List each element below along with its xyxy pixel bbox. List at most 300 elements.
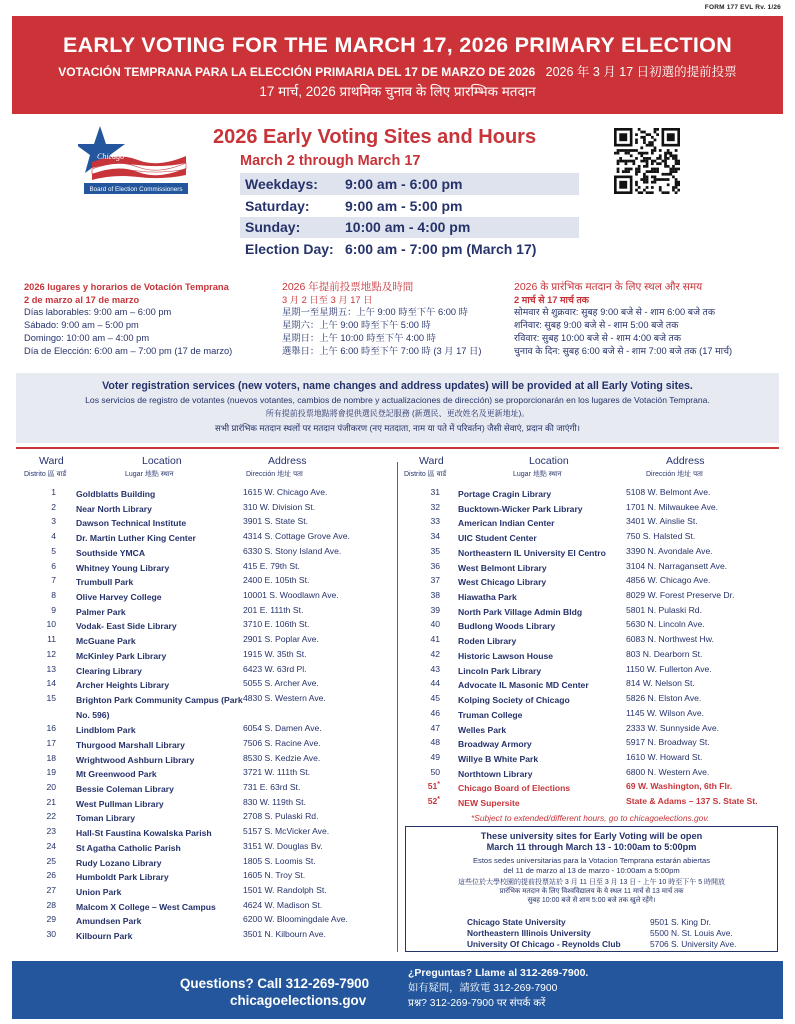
site-address: 201 E. 111th St. — [243, 604, 304, 615]
site-address: 3501 N. Kilbourn Ave. — [243, 929, 326, 940]
hindi-line: चुनाव के दिन: सुबह 6:00 बजे से - शाम 7:00 बजे तक (17 मार्च) — [514, 345, 733, 356]
ward-number: 35 — [430, 545, 440, 556]
site-name: Union Park — [76, 886, 122, 897]
spanish-range: 2 de marzo al 17 de marzo — [24, 294, 140, 305]
qr-code[interactable] — [614, 128, 680, 194]
university-chinese: 這些位於大學校園的提前投票站於 3 月 11 日至 3 月 13 日 - 上午 10 時至下午 5 時開放 — [457, 879, 726, 886]
site-name: Advocate IL Masonic MD Center — [458, 680, 589, 691]
footer-phone[interactable]: Questions? Call 312-269-7900 — [180, 976, 370, 991]
site-row — [30, 900, 390, 915]
university-address: 9501 S. King Dr. — [650, 917, 711, 927]
spanish-line: Días laborables: 9:00 am – 6:00 pm — [24, 307, 172, 318]
site-address: 2333 W. Sunnyside Ave. — [626, 722, 720, 733]
ward-number: 50 — [430, 766, 440, 777]
site-name: Humboldt Park Library — [76, 872, 169, 883]
site-name: West Belmont Library — [458, 562, 547, 573]
site-address: 5801 N. Pulaski Rd. — [626, 604, 702, 615]
site-row — [414, 708, 784, 723]
location-header: Location — [529, 455, 569, 467]
university-sites-box — [405, 826, 778, 952]
site-name: Rudy Lozano Library — [76, 857, 162, 868]
site-row — [414, 516, 784, 531]
site-row — [414, 796, 784, 811]
site-row — [414, 781, 784, 796]
site-name: Toman Library — [76, 813, 136, 824]
site-row — [30, 929, 390, 944]
site-address: 5157 S. McVicker Ave. — [243, 826, 330, 837]
ward-number: 41 — [430, 634, 440, 645]
site-name: Trumbull Park — [76, 577, 134, 588]
site-name: Kilbourn Park — [76, 931, 133, 942]
site-name: Hall-St Faustina Kowalska Parish — [76, 828, 212, 839]
site-address: 2901 S. Poplar Ave. — [243, 634, 319, 645]
site-name: Brighton Park Community Campus (Park No. 596) — [76, 695, 243, 720]
spanish-line: Sábado: 9:00 am – 5:00 pm — [24, 320, 139, 331]
site-address: 3401 W. Ainslie St. — [626, 516, 698, 527]
location-subheader: Lugar 地點 स्थान — [125, 471, 174, 478]
sites-table-left — [30, 487, 390, 944]
site-row — [30, 753, 390, 768]
site-name: West Chicago Library — [458, 577, 547, 588]
site-name: Dawson Technical Institute — [76, 518, 187, 529]
registration-english: Voter registration services (new voters, name changes and address updates) will be provided at all Early Voting sites. — [102, 380, 693, 392]
footer — [12, 961, 783, 1019]
site-name: Malcom X College – West Campus — [76, 901, 216, 912]
hours-label: Election Day: — [245, 241, 334, 258]
site-name: Palmer Park — [76, 606, 126, 617]
ward-number: 40 — [430, 619, 440, 630]
hours-table — [240, 173, 579, 260]
hindi-line: रविवार: सुबह 10:00 बजे से - शाम 4:00 बजे तक — [514, 332, 682, 343]
hours-note: *Subject to extended/different hours, go to chicagoelections.gov. — [471, 813, 710, 823]
banner-hindi: 17 मार्च, 2026 प्राथमिक चुनाव के लिए प्रारम्भिक मतदान — [259, 84, 536, 99]
site-address: 5826 N. Elston Ave. — [626, 693, 702, 704]
ward-header: Ward — [419, 455, 444, 467]
chinese-line: 星期日：上午 10:00 時至下午 4:00 時 — [282, 332, 436, 343]
column-divider — [397, 462, 398, 952]
site-row — [30, 634, 390, 649]
address-subheader: Dirección 地址 पता — [246, 471, 303, 478]
site-name: Mt Greenwood Park — [76, 769, 157, 780]
ward-number: 20 — [46, 781, 56, 792]
ward-number: 19 — [46, 767, 56, 778]
site-address: 4830 S. Western Ave. — [243, 693, 326, 704]
site-address: 830 W. 119th St. — [243, 796, 306, 807]
footer-spanish: ¿Preguntas? Llame al 312-269-7900. — [408, 967, 589, 979]
ward-number: 32 — [430, 501, 440, 512]
university-spanish-dates: del 11 de marzo al 13 de marzo - 10:00am a 5:00pm — [503, 865, 680, 875]
ward-number: 31 — [430, 487, 440, 497]
site-address: 3151 W. Douglas Bv. — [243, 840, 323, 851]
site-name: Goldblatts Building — [76, 489, 156, 499]
logo-subtitle: Board of Election Commissioners — [89, 186, 183, 193]
hours-value: 6:00 am - 7:00 pm (March 17) — [345, 241, 537, 258]
site-row — [30, 856, 390, 871]
site-name: Lincoln Park Library — [458, 665, 542, 676]
site-row — [414, 664, 784, 679]
site-name: Dr. Martin Luther King Center — [76, 533, 196, 544]
site-address: 4314 S. Cottage Grove Ave. — [243, 531, 350, 542]
sites-title: 2026 Early Voting Sites and Hours — [213, 126, 537, 148]
site-row — [30, 516, 390, 531]
site-address: 1610 W. Howard St. — [626, 751, 703, 762]
site-row — [30, 811, 390, 826]
ward-number: 3 — [51, 516, 56, 527]
site-address: 3901 S. State St. — [243, 516, 308, 527]
site-row — [414, 590, 784, 605]
spanish-line: Día de Elección: 6:00 am – 7:00 pm (17 de marzo) — [24, 345, 233, 356]
site-address: 814 W. Nelson St. — [626, 678, 695, 689]
site-row — [30, 885, 390, 900]
site-name: West Pullman Library — [76, 798, 164, 809]
university-list — [467, 917, 767, 951]
ward-number: 7 — [51, 575, 56, 586]
banner-subtitle — [12, 62, 783, 80]
site-address: 6800 N. Western Ave. — [626, 766, 710, 777]
site-row — [414, 502, 784, 517]
site-row — [30, 619, 390, 634]
hours-row — [240, 195, 579, 217]
ward-number: 2 — [51, 501, 56, 512]
site-name: Whitney Young Library — [76, 562, 170, 573]
site-name: St Agatha Catholic Parish — [76, 842, 181, 853]
ward-number: 23 — [46, 826, 56, 837]
site-row — [414, 561, 784, 576]
university-row — [467, 939, 767, 950]
site-name: Kolping Society of Chicago — [458, 695, 570, 706]
chicago-board-logo — [78, 126, 190, 196]
site-row — [30, 590, 390, 605]
chinese-line: 星期六：上午 9:00 時至下午 5:00 時 — [282, 320, 431, 331]
site-address: 1615 W. Chicago Ave. — [243, 487, 328, 497]
ward-number: 38 — [430, 590, 440, 601]
site-row — [414, 678, 784, 693]
chinese-hours — [282, 281, 512, 357]
site-address: 1701 N. Milwaukee Ave. — [626, 501, 719, 512]
site-name: Olive Harvey College — [76, 592, 162, 603]
site-name: Near North Library — [76, 503, 152, 514]
hindi-line: शनिवार: सुबह 9:00 बजे से - शाम 5:00 बजे तक — [514, 320, 679, 331]
ward-number: 39 — [430, 604, 440, 615]
site-row — [30, 723, 390, 738]
ward-number: 29 — [46, 914, 56, 925]
ward-number: 25 — [46, 855, 56, 866]
footer-chinese: 如有疑問，請致電 312-269-7900 — [408, 983, 558, 994]
site-row — [414, 634, 784, 649]
site-name: North Park Village Admin Bldg — [458, 606, 583, 617]
site-name: Chicago Board of Elections — [458, 783, 571, 794]
site-address: 5917 N. Broadway St. — [626, 737, 710, 748]
site-address: 6330 S. Stony Island Ave. — [243, 545, 342, 556]
ward-number: 9 — [51, 604, 56, 615]
chinese-line: 星期一至星期五：上午 9:00 時至下午 6:00 時 — [282, 307, 468, 318]
site-row — [30, 575, 390, 590]
site-address: 1150 W. Fullerton Ave. — [626, 663, 712, 674]
hours-row — [240, 173, 579, 195]
site-name: Bucktown-Wicker Park Library — [458, 503, 583, 514]
university-name: University Of Chicago - Reynolds Club — [467, 939, 621, 950]
ward-number: 18 — [46, 752, 56, 763]
site-row — [414, 605, 784, 620]
university-hindi: प्रारंभिक मतदान के लिए विश्वविद्यालय के ये स्थल 11 मार्च से 13 मार्च तक — [499, 888, 684, 895]
site-address: 1605 N. Troy St. — [243, 870, 306, 881]
hours-label: Saturday: — [245, 197, 310, 214]
ward-number: 13 — [46, 663, 56, 674]
logo-text: Chicago — [97, 152, 125, 161]
site-row — [30, 649, 390, 664]
banner-title: EARLY VOTING FOR THE MARCH 17, 2026 PRIMARY ELECTION — [62, 33, 733, 57]
ward-number: 10 — [46, 619, 56, 630]
chinese-heading: 2026 年提前投票地點及時間 — [282, 281, 414, 293]
header-banner — [12, 16, 783, 114]
footer-multilang — [408, 966, 588, 1011]
ward-number: 17 — [46, 737, 56, 748]
spanish-line: Domingo: 10:00 am – 4:00 pm — [24, 332, 150, 343]
hours-value: 10:00 am - 4:00 pm — [345, 219, 471, 236]
site-row — [30, 531, 390, 546]
sites-table-right — [414, 487, 784, 811]
site-name: Hiawatha Park — [458, 592, 517, 603]
site-name: Welles Park — [458, 724, 507, 735]
site-name: Amundsen Park — [76, 916, 142, 927]
site-name: McGuane Park — [76, 636, 136, 647]
ward-number: 11 — [47, 634, 56, 645]
ward-number: 5 — [51, 545, 56, 556]
site-row — [30, 546, 390, 561]
ward-number: 34 — [430, 531, 440, 542]
site-address: 8029 W. Forest Preserve Dr. — [626, 590, 735, 601]
site-name: Clearing Library — [76, 665, 142, 676]
site-name: Historic Lawson House — [458, 650, 554, 661]
site-name: NEW Supersite — [458, 798, 520, 809]
university-address: 5500 N. St. Louis Ave. — [650, 928, 733, 939]
university-spanish: Estos sedes universitarias para la Votacion Temprana estarán abiertas — [472, 856, 711, 865]
site-name: Northeastern IL University El Centro — [458, 547, 606, 558]
university-row — [467, 928, 767, 939]
site-address: 1501 W. Randolph St. — [243, 884, 327, 895]
site-row — [414, 487, 784, 502]
site-name: Northtown Library — [458, 768, 533, 779]
site-row — [414, 619, 784, 634]
section-divider — [16, 447, 779, 449]
ward-number: 14 — [46, 678, 56, 689]
registration-notice — [16, 373, 779, 443]
site-address: 750 S. Halsted St. — [626, 531, 696, 542]
form-id: FORM 177 EVL Rv. 1/26 — [704, 4, 781, 11]
hindi-line: सोमवार से शुक्रवार: सुबह 9:00 बजे से - शाम 6:00 बजे तक — [514, 307, 715, 318]
banner-spanish: VOTACIÓN TEMPRANA PARA LA ELECCIÓN PRIMARIA DEL 17 DE MARZO DE 2026 — [58, 65, 536, 79]
hours-value: 9:00 am - 5:00 pm — [345, 197, 463, 214]
site-name: Lindblom Park — [76, 725, 136, 736]
registration-spanish: Los servicios de registro de votantes (nuevos votantes, cambios de nombre y actualizaciones de dirección) se proporcionarán en los lugares de Votación Temprana. — [85, 395, 710, 405]
site-address: 731 E. 63rd St. — [243, 781, 301, 792]
ward-number: 15 — [46, 693, 56, 704]
site-name: Portage Cragin Library — [458, 489, 552, 499]
ward-number: 21 — [46, 796, 56, 807]
site-row — [30, 561, 390, 576]
site-name: Broadway Armory — [458, 739, 532, 750]
site-address: 6083 N. Northwest Hw. — [626, 634, 714, 645]
ward-subheader: Distrito 區 वार्ड — [404, 471, 447, 478]
site-address: 4856 W. Chicago Ave. — [626, 575, 711, 586]
site-row — [30, 502, 390, 517]
ward-number: 36 — [430, 560, 440, 571]
ward-number: 45 — [430, 693, 440, 704]
site-row — [30, 738, 390, 753]
site-address: 8530 S. Kedzie Ave. — [243, 752, 321, 763]
ward-number: 16 — [46, 723, 56, 734]
site-row — [30, 870, 390, 885]
ward-number: 28 — [46, 899, 56, 910]
footer-hindi: प्रश्न? 312-269-7900 पर संपर्क करें — [408, 998, 546, 1009]
ward-number: 8 — [51, 590, 56, 601]
site-address: 415 E. 79th St. — [243, 560, 300, 571]
ward-number: 30 — [46, 929, 56, 940]
site-address: 5055 S. Archer Ave. — [243, 678, 319, 689]
university-name: Chicago State University — [467, 917, 566, 927]
hours-row — [240, 217, 579, 239]
location-subheader: Lugar 地點 स्थान — [513, 471, 562, 478]
ward-number: 22 — [46, 811, 56, 822]
site-row — [30, 914, 390, 929]
ward-number: 37 — [430, 575, 440, 586]
asterisk-icon: * — [437, 781, 440, 789]
site-row — [30, 767, 390, 782]
ward-number: 51* — [427, 781, 440, 792]
site-address: 7506 S. Racine Ave. — [243, 737, 321, 748]
ward-number: 48 — [430, 737, 440, 748]
chinese-range: 3 月 2 日至 3 月 17 日 — [282, 294, 373, 305]
site-address: 3710 E. 106th St. — [243, 619, 310, 630]
ward-number: 43 — [430, 663, 440, 674]
registration-hindi: सभी प्रारंभिक मतदान स्थलों पर मतदान पंजीकरण (नए मतदाता, नाम या पते में परिवर्तन) जैसी सेवाएं, प्रदान की जाएंगी। — [215, 423, 580, 433]
ward-number: 26 — [46, 870, 56, 881]
site-name: Wrightwood Ashburn Library — [76, 754, 195, 765]
spanish-hours — [24, 281, 284, 357]
ward-number: 46 — [430, 707, 440, 718]
asterisk-icon: * — [437, 796, 440, 804]
university-name: Northeastern Illinois University — [467, 928, 591, 939]
site-name: Bessie Coleman Library — [76, 783, 174, 794]
site-name: Vodak- East Side Library — [76, 621, 177, 632]
site-name: Budlong Woods Library — [458, 621, 556, 632]
hours-value: 9:00 am - 6:00 pm — [345, 175, 463, 192]
site-row — [30, 693, 390, 723]
ward-number: 42 — [430, 648, 440, 659]
ward-number: 49 — [430, 751, 440, 762]
site-address: 2708 S. Pulaski Rd. — [243, 811, 319, 822]
site-row — [414, 752, 784, 767]
site-address: 3104 N. Narragansett Ave. — [626, 560, 728, 571]
ward-number: 27 — [46, 884, 56, 895]
ward-number: 4 — [51, 531, 56, 542]
site-address: 3390 N. Avondale Ave. — [626, 545, 713, 556]
ward-number: 33 — [430, 516, 440, 527]
footer-website-link[interactable]: chicagoelections.gov — [230, 993, 367, 1008]
ward-number: 12 — [46, 648, 56, 659]
sites-range: March 2 through March 17 — [240, 153, 421, 169]
hindi-range: 2 मार्च से 17 मार्च तक — [514, 294, 589, 305]
ward-number: 6 — [51, 560, 56, 571]
ward-header: Ward — [39, 455, 64, 467]
site-row — [30, 664, 390, 679]
site-address: 310 W. Division St. — [243, 501, 316, 512]
address-header: Address — [666, 455, 705, 467]
site-name: Southside YMCA — [76, 547, 146, 558]
site-name: Thurgood Marshall Library — [76, 739, 185, 750]
university-address: 5706 S. University Ave. — [650, 939, 737, 950]
site-address: 5108 W. Belmont Ave. — [626, 487, 711, 497]
site-row — [414, 531, 784, 546]
site-address: 6423 W. 63rd Pl. — [243, 663, 307, 674]
site-address: 69 W. Washington, 6th Flr. — [626, 781, 733, 792]
site-row — [30, 605, 390, 620]
university-hindi-hours: सुबह 10:00 बजे से शाम 5:00 बजे तक खुले रहेंगे। — [527, 897, 656, 904]
hours-label: Sunday: — [245, 219, 301, 236]
ward-number: 52* — [427, 796, 440, 807]
site-row — [414, 737, 784, 752]
ward-number: 1 — [51, 487, 56, 497]
chinese-line: 選舉日：上午 6:00 時至下午 7:00 時 (3 月 17 日) — [282, 345, 482, 356]
location-header: Location — [142, 455, 182, 467]
site-address: 6200 W. Bloomingdale Ave. — [243, 914, 348, 925]
address-header: Address — [268, 455, 307, 467]
site-row — [414, 693, 784, 708]
site-address: 3721 W. 111th St. — [243, 767, 311, 778]
site-row — [30, 487, 390, 502]
site-name: American Indian Center — [458, 518, 555, 529]
site-address: 1915 W. 35th St. — [243, 648, 307, 659]
site-name: Truman College — [458, 709, 523, 720]
site-address: 5630 N. Lincoln Ave. — [626, 619, 705, 630]
ward-subheader: Distrito 區 वार्ड — [24, 471, 67, 478]
site-address: 2400 E. 105th St. — [243, 575, 310, 586]
hours-row — [240, 238, 579, 260]
site-row — [30, 782, 390, 797]
site-row — [30, 797, 390, 812]
registration-chinese: 所有提前投票地點將會提供選民登記服務 (新選民、更改姓名及更新地址)。 — [265, 409, 530, 418]
ward-number: 47 — [430, 722, 440, 733]
hours-label: Weekdays: — [245, 175, 318, 192]
university-row — [467, 917, 767, 928]
site-address: 1805 S. Loomis St. — [243, 855, 316, 866]
site-address: 4624 W. Madison St. — [243, 899, 323, 910]
site-row — [414, 723, 784, 738]
university-heading: These university sites for Early Voting will be open — [480, 831, 703, 841]
spanish-heading: 2026 lugares y horarios de Votación Temprana — [24, 282, 229, 292]
site-name: McKinley Park Library — [76, 650, 167, 661]
site-address: 10001 S. Woodlawn Ave. — [243, 590, 339, 601]
university-heading-dates: March 11 through March 13 - 10:00am to 5:00pm — [486, 842, 697, 852]
site-row — [30, 841, 390, 856]
site-name: Roden Library — [458, 636, 517, 647]
site-address: 6054 S. Damen Ave. — [243, 723, 322, 734]
site-address: State & Adams – 137 S. State St. — [626, 796, 758, 807]
site-row — [414, 649, 784, 664]
banner-chinese: 2026 年 3 月 17 日初選的提前投票 — [545, 65, 737, 79]
hindi-heading: 2026 के प्रारंभिक मतदान के लिए स्थल और समय — [514, 281, 703, 293]
site-row — [30, 826, 390, 841]
site-row — [30, 678, 390, 693]
site-name: Archer Heights Library — [76, 680, 170, 691]
site-row — [414, 767, 784, 782]
ward-number: 44 — [430, 678, 440, 689]
site-name: Willye B White Park — [458, 753, 539, 764]
address-subheader: Dirección 地址 पता — [646, 471, 703, 478]
site-address: 803 N. Dearborn St. — [626, 648, 703, 659]
site-address: 1145 W. Wilson Ave. — [626, 707, 705, 718]
hindi-hours — [514, 281, 784, 357]
